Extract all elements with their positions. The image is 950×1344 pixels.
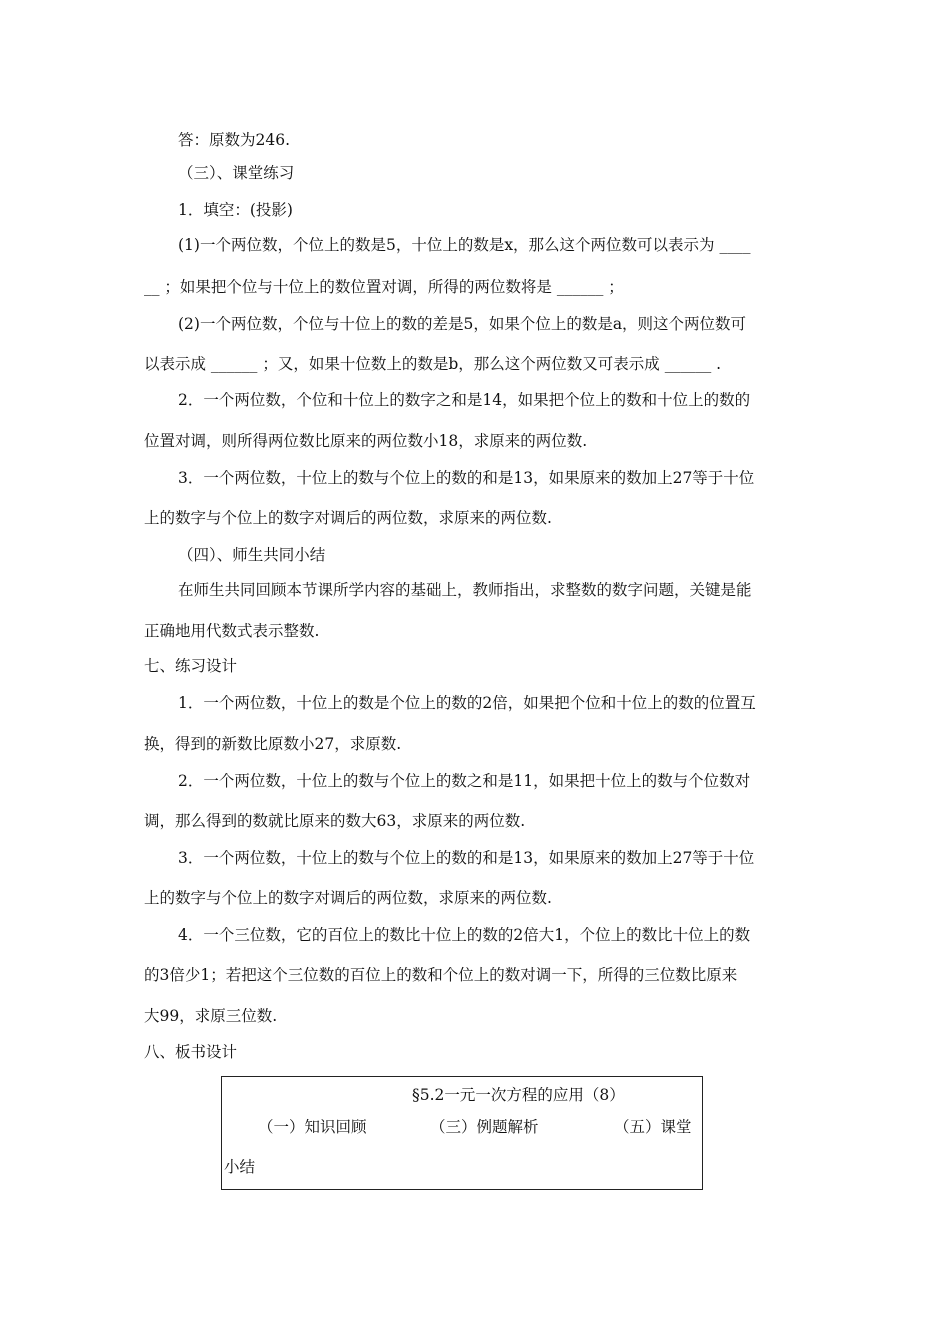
section-heading-summary: （四）、师生共同小结 <box>178 546 326 564</box>
paragraph-line: (1)一个两位数，个位上的数是5，十位上的数是x，那么这个两位数可以表示为 ____ <box>178 236 751 254</box>
paragraph-line: 换，得到的新数比原数小27，求原数. <box>144 735 402 753</box>
paragraph-line: 3．一个两位数，十位上的数与个位上的数的和是13，如果原来的数加上27等于十位 <box>178 849 755 867</box>
paragraph-line: 的3倍少1；若把这个三位数的百位上的数和个位上的数对调一下，所得的三位数比原来 <box>144 966 738 984</box>
paragraph-line: (2)一个两位数，个位与十位上的数的差是5，如果个位上的数是a，则这个两位数可 <box>178 315 747 333</box>
paragraph-line: 1．一个两位数，十位上的数是个位上的数的2倍，如果把个位和十位上的数的位置互 <box>178 694 756 712</box>
paragraph-line: 2．一个两位数，十位上的数与个位上的数之和是11，如果把十位上的数与个位数对 <box>178 772 751 790</box>
paragraph-line: 2．一个两位数，个位和十位上的数字之和是14，如果把个位上的数和十位上的数的 <box>178 391 751 409</box>
section-heading-board-design: 八、板书设计 <box>144 1043 238 1061</box>
board-section-summary: （五）课堂 <box>614 1118 692 1136</box>
exercise-1-title: 1．填空：(投影) <box>178 201 293 219</box>
paragraph-line: __ ；如果把个位与十位上的数位置对调，所得的两位数将是 ______ ； <box>144 278 624 296</box>
paragraph-line: 调，那么得到的数就比原来的数大63，求原来的两位数. <box>144 812 526 830</box>
answer-line: 答：原数为246. <box>178 131 291 149</box>
paragraph-line: 3．一个两位数，十位上的数与个位上的数的和是13，如果原来的数加上27等于十位 <box>178 469 755 487</box>
paragraph-line: 上的数字与个位上的数字对调后的两位数，求原来的两位数. <box>144 889 552 907</box>
paragraph-line: 位置对调，则所得两位数比原来的两位数小18，求原来的两位数. <box>144 432 588 450</box>
paragraph-line: 大99，求原三位数. <box>144 1007 278 1025</box>
section-heading-practice: （三）、课堂练习 <box>178 164 295 182</box>
section-heading-exercise-design: 七、练习设计 <box>144 657 238 675</box>
paragraph-line: 上的数字与个位上的数字对调后的两位数，求原来的两位数. <box>144 509 552 527</box>
paragraph-line: 4．一个三位数，它的百位上的数比十位上的数的2倍大1，个位上的数比十位上的数 <box>178 926 751 944</box>
board-section-review: （一）知识回顾 <box>258 1118 367 1136</box>
paragraph-line: 正确地用代数式表示整数. <box>144 622 320 640</box>
board-section-summary-wrap: 小结 <box>224 1158 256 1176</box>
board-design-box <box>221 1076 703 1190</box>
paragraph-line: 以表示成 ______ ；又，如果十位数上的数是b，那么这个两位数又可表示成 ______ . <box>144 355 722 373</box>
board-section-examples: （三）例题解析 <box>430 1118 539 1136</box>
paragraph-line: 在师生共同回顾本节课所学内容的基础上，教师指出，求整数的数字问题，关键是能 <box>178 581 752 599</box>
board-title: §5.2一元一次方程的应用（8） <box>412 1086 625 1104</box>
